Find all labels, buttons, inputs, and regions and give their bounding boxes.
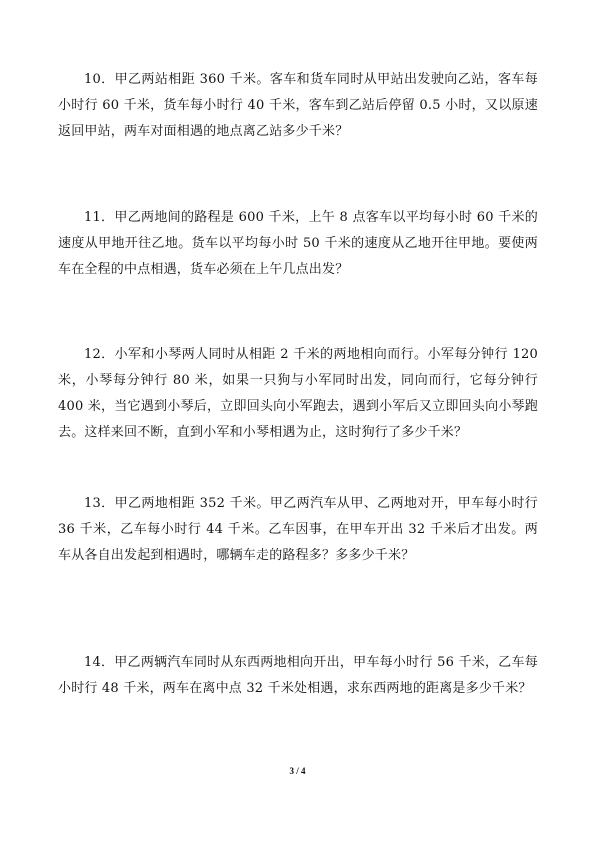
problem-text: 甲乙两辆汽车同时从东西两地相向开出，甲车每小时行 56 千米，乙车每小时行 48 千米，两车在离中点 32 千米处相遇，求东西两地的距离是多少千米？ — [58, 655, 538, 696]
problem-number: 14． — [84, 655, 115, 670]
problem-number: 13． — [84, 496, 115, 511]
problem-10 — [58, 67, 538, 145]
problem-text: 甲乙两站相距 360 千米。客车和货车同时从甲站出发驶向乙站，客车每小时行 60 千米，货车每小时行 40 千米，客车到乙站后停留 0.5 小时，又以原速返回甲站，两车对面相遇的地点离乙站多少千米？ — [58, 72, 538, 139]
problem-14 — [58, 650, 538, 702]
problem-number: 10． — [84, 72, 115, 87]
problem-text: 甲乙两地间的路程是 600 千米，上午 8 点客车以平均每小时 60 千米的速度从甲地开往乙地。货车以平均每小时 50 千米的速度从乙地开往甲地。要使两车在全程的中点相遇，货车必须在上午几点出发？ — [58, 210, 538, 277]
problem-13 — [58, 491, 538, 569]
page-number: 3 / 4 — [289, 766, 306, 776]
problem-text: 小军和小琴两人同时从相距 2 千米的两地相向而行。小军每分钟行 120 米，小琴每分钟行 80 米，如果一只狗与小军同时出发，同向而行，它每分钟行 400 米，当它遇到小琴后，立即回头向小军跑去，遇到小军后又立即回头向小琴跑去。这样来回不断，直到小军和小琴相遇为止，这时狗行了多少千米？ — [58, 347, 538, 440]
problem-number: 12． — [84, 347, 115, 362]
problem-12 — [58, 342, 538, 446]
problem-number: 11． — [84, 210, 115, 225]
problem-text: 甲乙两地相距 352 千米。甲乙两汽车从甲、乙两地对开，甲车每小时行 36 千米，乙车每小时行 44 千米。乙车因事，在甲车开出 32 千米后才出发。两车从各自出发起到相遇时，哪辆车走的路程多？多多少千米？ — [58, 496, 538, 563]
problem-11 — [58, 205, 538, 283]
